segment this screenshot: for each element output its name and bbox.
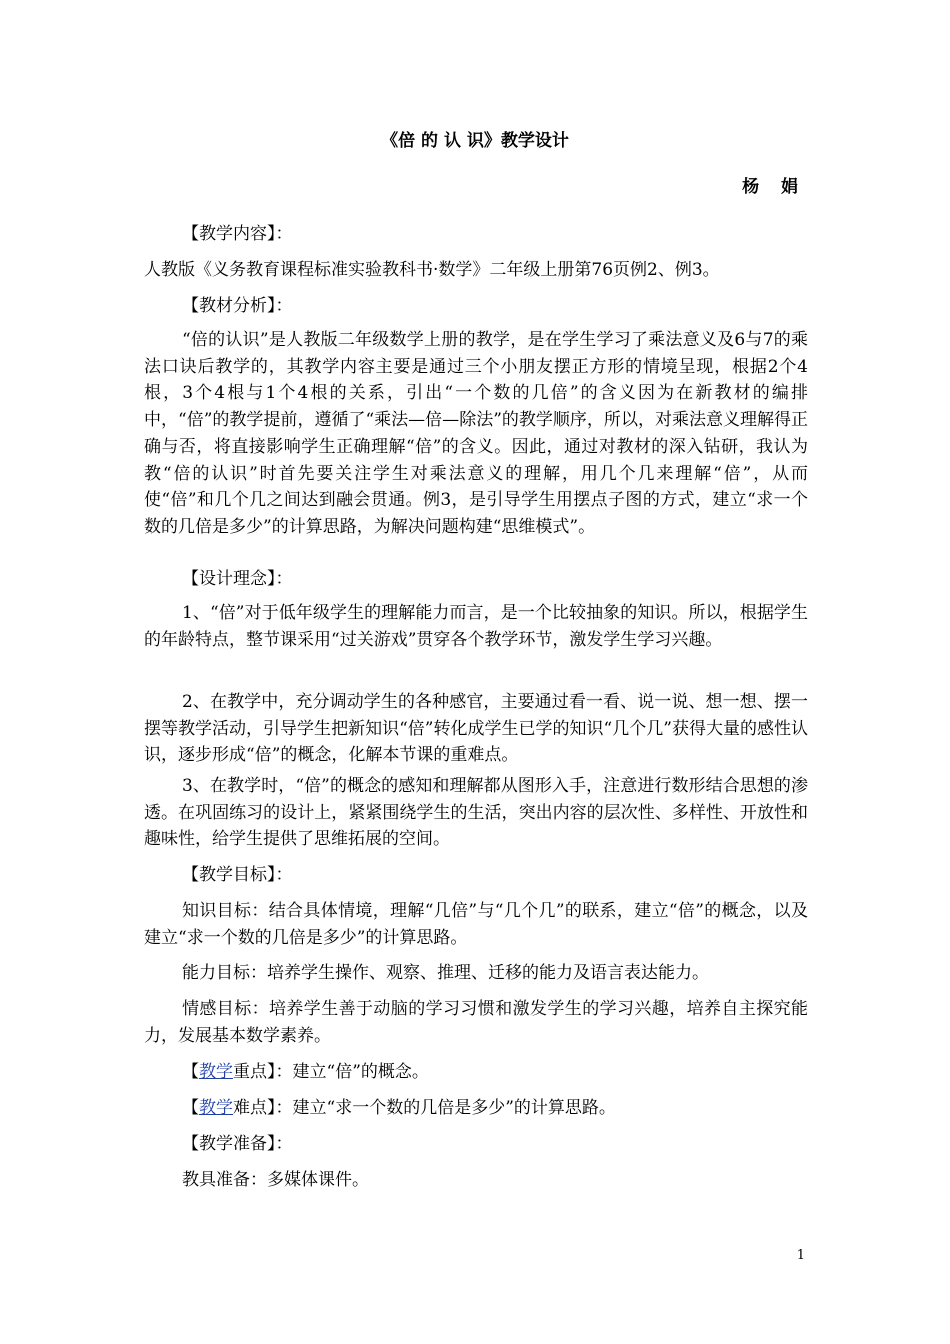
- content-text: 人教版《义务教育课程标准实验教科书·数学》二年级上册第76页例2、例3。: [144, 260, 720, 280]
- prep-heading: 【教学准备】：: [182, 1134, 293, 1154]
- analysis-paragraph: “倍的认识”是人教版二年级数学上册的教学，是在学生学习了乘法意义及6与7的乘法口诀后教学的，其教学内容主要是通过三个小朋友摆正方形的情境呈现，根据2个4根，3个4根与1个4根的关系，引出“一个数的几倍”的含义因为在新教材的编排中，“倍”的教学提前，遵循了“乘法—倍—除法”的教学顺序，所以，对乘法意义理解得正确与否，将直接影响学生正确理解“倍”的含义。因此，通过对教材的深入钻研，我认为教“倍的认识”时首先要关注学生对乘法意义的理解，用几个几来理解“倍”，从而使“倍”和几个几之间达到融会贯通。例3，是引导学生用摆点子图的方式，建立“求一个数的几倍是多少”的计算思路，为解决问题构建“思维模式”。: [144, 330, 808, 537]
- goal-knowledge: 知识目标：结合具体情境，理解“几倍”与“几个几”的联系，建立“倍”的概念，以及建立“求一个数的几倍是多少”的计算思路。: [144, 901, 808, 948]
- concept-paragraph-3: 3、在教学时，“倍”的概念的感知和理解都从图形入手，注意进行数形结合思想的渗透。在巩固练习的设计上，紧紧围绕学生的生活，突出内容的层次性、多样性、开放性和趣味性，给学生提供了思维拓展的空间。: [144, 776, 808, 850]
- prep-text: 教具准备：多媒体课件。: [182, 1170, 369, 1190]
- goals-heading: 【教学目标】：: [182, 865, 293, 885]
- concept-heading: 【设计理念】：: [182, 569, 293, 589]
- key-point-bracket: 【: [182, 1062, 199, 1082]
- key-point-line: [144, 1059, 846, 1085]
- key-point-link[interactable]: 教学: [199, 1062, 233, 1082]
- document-title: 《倍 的 认 识》教学设计: [381, 131, 569, 151]
- concept-paragraph-2: 2、在教学中，充分调动学生的各种感官，主要通过看一看、说一说、想一想、摆一摆等教学活动，引导学生把新知识“倍”转化成学生已学的知识“几个几”获得大量的感性认识，逐步形成“倍”的概念，化解本节课的重难点。: [144, 692, 808, 766]
- goal-emotion: 情感目标：培养学生善于动脑的学习习惯和激发学生的学习兴趣，培养自主探究能力，发展基本数学素养。: [144, 999, 808, 1046]
- analysis-heading: 【教材分析】：: [182, 296, 293, 316]
- key-point-text: 重点】：建立“倍”的概念。: [233, 1062, 429, 1082]
- content-heading: 【教学内容】：: [182, 224, 293, 244]
- page-number: 1: [796, 1248, 805, 1263]
- difficulty-line: [144, 1095, 846, 1121]
- difficulty-bracket: 【: [182, 1098, 199, 1118]
- goal-ability: 能力目标：培养学生操作、观察、推理、迁移的能力及语言表达能力。: [182, 963, 709, 983]
- concept-paragraph-1: 1、“倍”对于低年级学生的理解能力而言，是一个比较抽象的知识。所以，根据学生的年龄特点，整节课采用“过关游戏”贯穿各个教学环节，激发学生学习兴趣。: [144, 603, 808, 650]
- difficulty-link[interactable]: 教学: [199, 1098, 233, 1118]
- author-name: 杨 娟: [742, 177, 806, 197]
- difficulty-text: 难点】：建立“求一个数的几倍是多少”的计算思路。: [233, 1098, 616, 1118]
